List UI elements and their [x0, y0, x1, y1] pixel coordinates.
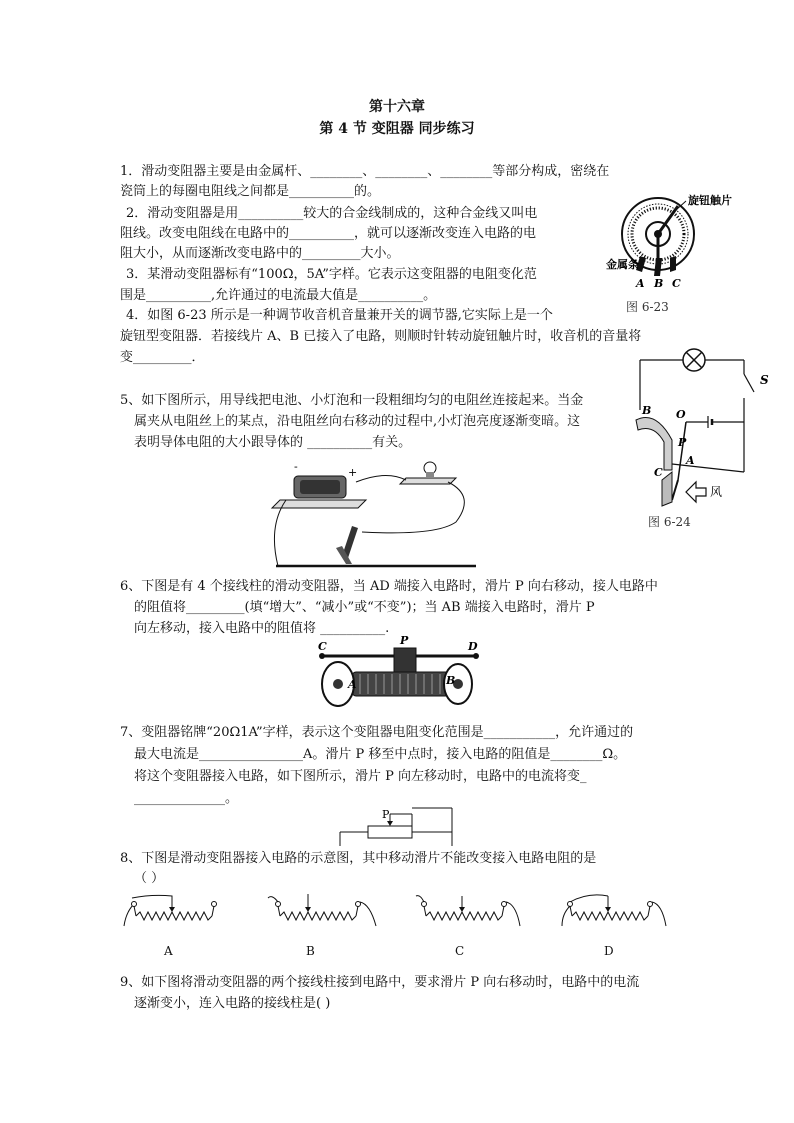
figure-q5-circuit [266, 456, 486, 574]
chapter-title: 第十六章 [369, 99, 425, 115]
q5-line2: 属夹从电阻丝上的某点，沿电阻丝向右移动的过程中,小灯泡亮度逐渐变暗。这 [134, 414, 581, 429]
fig6-label-c: C [318, 640, 327, 653]
q7-line1: 7、变阻器铭牌“20Ω1A”字样，表示这个变阻器电阻变化范围是___________，允许通过的 [120, 725, 634, 740]
q3-line1: 3．某滑动变阻器标有“100Ω，5A”字样。它表示这变阻器的电阻变化范 [126, 267, 537, 282]
q6-line3: 向左移动，接入电路中的阻值将 __________. [134, 621, 390, 636]
q9-line2: 逐渐变小，连入电路的接线柱是( ) [134, 996, 331, 1011]
q7-line3: 将这个变阻器接入电路，如下图所示，滑片 P 向左移动时，电路中的电流将变_ [134, 769, 587, 784]
q7-line4: ______________。 [134, 791, 239, 806]
fig6-label-p: P [400, 636, 409, 647]
q9-line1: 9、如下图将滑动变阻器的两个接线柱接到电路中，要求滑片 P 向右移动时，电路中的电流 [120, 975, 640, 990]
figure-6-23 [596, 186, 772, 290]
fig624-label-s: S [760, 373, 769, 387]
fig623-label-strip: 金属条 [606, 258, 639, 271]
fig6-label-d: D [468, 640, 478, 653]
q2-line3: 阻大小，从而逐渐改变电路中的_________大小。 [120, 246, 400, 261]
q1-line1: 1．滑动变阻器主要是由金属杆、________、________、________等部分构成，密绕在 [120, 164, 610, 179]
fig7-label-p: P [382, 808, 390, 821]
fig624-label-b: B [642, 404, 652, 417]
fig624-label-wind: 风 [710, 485, 723, 499]
figure-q6-rheostat [308, 636, 488, 714]
figure-q7-rheostat [334, 806, 458, 848]
q8-figure-b [266, 892, 378, 936]
q8-line1: 8、下图是滑动变阻器接入电路的示意图，其中移动滑片不能改变接入电路电阻的是 [120, 851, 597, 866]
q5-line1: 5、如下图所示，用导线把电池、小灯泡和一段粗细均匀的电阻丝连接起来。当金 [120, 393, 584, 408]
q7-line2: 最大电流是________________A。滑片 P 移至中点时，接入电路的阻值是________Ω。 [134, 747, 627, 762]
fig6-label-b: B [446, 674, 456, 687]
fig623-terminal-a: A [636, 277, 645, 290]
q2-line2: 阻线。改变电阻线在电路中的__________，就可以逐渐改变连入电路的电 [120, 226, 537, 241]
q2-line1: 2．滑动变阻器是用__________较大的合金线制成的，这种合金线又叫电 [126, 206, 538, 221]
fig624-label-o: O [676, 408, 686, 421]
q8-figure-a [122, 892, 226, 936]
q8-option-a: A [164, 944, 173, 958]
fig623-terminal-b: B [654, 277, 664, 290]
fig624-caption: 图 6-24 [648, 515, 691, 529]
q8-figure-c [412, 892, 524, 936]
q8-line2: （ ） [134, 871, 165, 886]
q4-line3: 变_________． [120, 350, 205, 365]
q6-line1: 6、下图是有 4 个接线柱的滑动变阻器，当 AD 端接入电路时，滑片 P 向右移动，接人电路中 [120, 579, 658, 594]
fig623-caption: 图 6-23 [626, 300, 669, 314]
fig624-label-c: C [654, 466, 663, 479]
q4-line2: 旋钮型变阻器．若接线片 A、B 已接入了电路，则顺时针转动旋钮触片时，收音机的音量将 [120, 329, 642, 344]
q8-option-d: D [604, 944, 614, 958]
figure-6-24 [626, 340, 782, 516]
q4-line1: 4．如图 6-23 所示是一种调节收音机音量兼开关的调节器,它实际上是一个 [126, 308, 553, 323]
fig5-plus: + [348, 466, 358, 479]
q8-option-c: C [455, 944, 465, 958]
q1-line2: 瓷筒上的每圈电阻线之间都是__________的。 [120, 184, 381, 199]
q5-line3: 表明导体电阻的大小跟导体的 __________有关。 [134, 435, 412, 450]
fig5-minus: - [294, 460, 298, 473]
fig624-label-p: P [678, 436, 687, 449]
fig623-terminal-c: C [672, 277, 681, 290]
q8-figure-d [558, 892, 670, 936]
q6-line2: 的阻值将_________(填“增大”、“减小”或“不变”)；当 AB 端接入电路时，滑片 P [134, 600, 595, 615]
q8-option-b: B [306, 944, 315, 958]
fig6-label-a: A [348, 678, 357, 691]
section-title: 第 4 节 变阻器 同步练习 [319, 121, 475, 137]
fig624-label-a: A [686, 454, 695, 467]
q3-line2: 围是__________,允许通过的电流最大值是__________。 [120, 288, 437, 303]
fig623-label-knob: 旋钮触片 [688, 194, 732, 207]
